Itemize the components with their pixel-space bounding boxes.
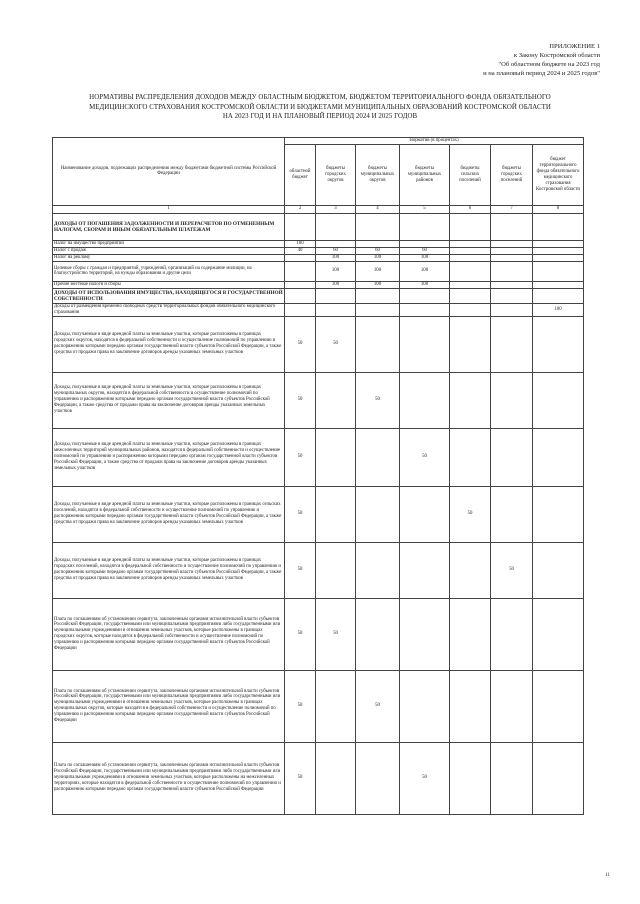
norm-cell	[533, 598, 584, 670]
norm-cell	[316, 670, 356, 742]
norm-cell	[450, 598, 491, 670]
norm-cell	[491, 254, 533, 261]
norm-cell	[400, 240, 450, 247]
norm-cell: 50	[285, 670, 316, 742]
norm-cell	[400, 542, 450, 598]
norm-cell: 60	[356, 247, 400, 254]
income-name: Целевые сборы с граждан и предприятий, учреждений, организаций на содержание милиции, на благоустройство территорий, на нужды образования и другие цели	[53, 261, 285, 281]
norm-cell	[533, 372, 584, 428]
norm-cell	[400, 670, 450, 742]
norm-cell	[533, 281, 584, 288]
table-row	[53, 303, 584, 316]
annex-line: к Закону Костромской области	[513, 52, 600, 59]
annex-line: ПРИЛОЖЕНИЕ 1	[549, 43, 600, 50]
norm-cell	[400, 316, 450, 372]
income-name: Доходы, получаемые в виде арендной платы за земельные участки, которые расположены в границах городских поселений, находятся в федеральной собственности и осуществление полномочий по управлению и распоряжению которыми передано органам государственной власти субъектов Российской Федерации, а также средства от продажи права на заключение договоров аренды указанных земельных участков	[53, 542, 285, 598]
norm-cell: 40	[285, 247, 316, 254]
norm-cell	[533, 486, 584, 542]
norm-cell	[400, 598, 450, 670]
income-name: Плата по соглашениям об установлении сервитута, заключенным органами исполнительной власти субъектов Российской Федерации, государственными или муниципальными предприятиями либо государственными или муниципальными учреждениями в отношении земельных участков, которые расположены на межселенных территориях, которые находятся в федеральной собственности и осуществление полномочий по управлению и распоряжению которыми передано органам государственной власти субъектов Российской Федерации	[53, 742, 285, 814]
income-name: Доходы, получаемые в виде арендной платы за земельные участки, которые расположены в границах городских округов, находятся в федеральной собственности и осуществление полномочий по управлению и распоряжению которыми передано органам государственной власти субъектов Российской Федерации, а также средства от продажи права на заключение договоров аренды указанных земельных участков	[53, 316, 285, 372]
norm-cell: 60	[400, 247, 450, 254]
section-row	[53, 213, 584, 240]
norm-cell: 100	[400, 281, 450, 288]
table-row	[53, 281, 584, 288]
norm-cell: 50	[285, 542, 316, 598]
norm-cell: 100	[356, 261, 400, 281]
norm-cell	[450, 303, 491, 316]
table-row	[53, 542, 584, 598]
norm-cell	[533, 316, 584, 372]
norm-cell	[491, 372, 533, 428]
norm-cell	[491, 240, 533, 247]
table-row	[53, 670, 584, 742]
norm-cell: 50	[400, 428, 450, 486]
income-name: Доходы, получаемые в виде арендной платы за земельные участки, которые расположены в границах сельских поселений, находятся в федеральной собственности и осуществление полномочий по управлению и распоряжению которыми передано органам государственной власти субъектов Российской Федерации, а также средства от продажи права на заключение договоров аренды указанных земельных участков	[53, 486, 285, 542]
norm-cell	[450, 261, 491, 281]
document-title	[38, 93, 602, 122]
norm-cell: 50	[285, 372, 316, 428]
norm-cell	[400, 303, 450, 316]
norm-cell	[533, 240, 584, 247]
norm-cell: 50	[316, 598, 356, 670]
column-header: бюджеты городских поселений	[491, 144, 533, 205]
column-header: бюджеты городских округов	[316, 144, 356, 205]
norm-cell	[450, 281, 491, 288]
income-name: Налог на рекламу	[53, 254, 285, 261]
norm-cell	[400, 288, 450, 303]
annex-note	[483, 42, 600, 78]
column-number: 4	[356, 205, 400, 213]
income-name: Налог с продаж	[53, 247, 285, 254]
norm-cell	[356, 486, 400, 542]
norm-cell: 50	[356, 372, 400, 428]
norm-cell	[491, 261, 533, 281]
norm-cell: 100	[285, 240, 316, 247]
norm-cell: 100	[400, 261, 450, 281]
norm-cell: 50	[450, 486, 491, 542]
table-row	[53, 316, 584, 372]
norm-cell	[316, 742, 356, 814]
column-number: 8	[533, 205, 584, 213]
norm-cell	[450, 240, 491, 247]
norm-cell	[491, 213, 533, 240]
norm-cell	[450, 372, 491, 428]
table-row	[53, 486, 584, 542]
norm-cell: 100	[316, 281, 356, 288]
norm-cell	[491, 247, 533, 254]
column-header: бюджеты сельских поселений	[450, 144, 491, 205]
page-number: 11	[605, 873, 610, 878]
norm-cell	[450, 542, 491, 598]
norm-cell: 60	[316, 247, 356, 254]
name-column-header: Наименование доходов, подлежащих распределению между бюджетами бюджетной системы Российской Федерации	[53, 138, 285, 206]
norm-cell: 50	[285, 742, 316, 814]
title-line: НА 2023 ГОД И НА ПЛАНОВЫЙ ПЕРИОД 2024 И 2025 ГОДОВ	[222, 113, 418, 121]
norm-cell	[356, 213, 400, 240]
norm-cell: 50	[285, 486, 316, 542]
norm-cell	[285, 281, 316, 288]
norm-cell	[316, 303, 356, 316]
norm-cell	[450, 316, 491, 372]
norm-cell: 100	[400, 254, 450, 261]
norm-cell: 50	[400, 742, 450, 814]
column-header: бюджеты муниципальных округов	[356, 144, 400, 205]
norm-cell: 50	[491, 542, 533, 598]
table-row	[53, 240, 584, 247]
norm-cell	[491, 281, 533, 288]
norm-cell: 100	[356, 281, 400, 288]
column-number: 2	[285, 205, 316, 213]
norm-cell: 50	[356, 670, 400, 742]
norm-cell	[450, 670, 491, 742]
norm-cell	[285, 288, 316, 303]
norm-cell	[533, 742, 584, 814]
norm-cell	[450, 288, 491, 303]
norm-cell	[533, 670, 584, 742]
section-title: ДОХОДЫ ОТ ИСПОЛЬЗОВАНИЯ ИМУЩЕСТВА, НАХОДЯЩЕГОСЯ В ГОСУДАРСТВЕННОЙ СОБСТВЕННОСТИ	[54, 289, 283, 302]
norm-cell	[533, 254, 584, 261]
column-header: бюджеты муниципальных районов	[400, 144, 450, 205]
norm-cell	[491, 288, 533, 303]
norm-cell: 50	[285, 598, 316, 670]
norm-cell	[356, 598, 400, 670]
norms-table	[52, 137, 584, 815]
norm-cell	[533, 261, 584, 281]
norm-cell	[450, 428, 491, 486]
norm-cell	[491, 486, 533, 542]
norm-cell	[285, 213, 316, 240]
column-number: 3	[316, 205, 356, 213]
norm-cell	[356, 303, 400, 316]
norm-cell	[400, 213, 450, 240]
column-header: бюджет территориального фонда обязательного медицинского страхования Костромской области	[533, 144, 584, 205]
norm-cell	[316, 486, 356, 542]
norm-cell	[491, 742, 533, 814]
table-row	[53, 428, 584, 486]
section-title: ДОХОДЫ ОТ ПОГАШЕНИЯ ЗАДОЛЖЕННОСТИ И ПЕРЕРАСЧЕТОВ ПО ОТМЕНЕННЫМ НАЛОГАМ, СБОРАМ И ИНЫМ ОБЯЗАТЕЛЬНЫМ ПЛАТЕЖАМ	[53, 213, 285, 240]
norm-cell	[450, 213, 491, 240]
income-name: Налог на имущество предприятий	[53, 240, 285, 247]
income-name: Доходы, получаемые в виде арендной платы за земельные участки, которые расположены в границах муниципальных округов, находятся в федеральной собственности и осуществление полномочий по управлению и распоряжению которыми передано органам государственной власти субъектов Российской Федерации, а также средства от продажи права на заключение договоров аренды указанных земельных участков	[53, 372, 285, 428]
table-row	[53, 254, 584, 261]
norm-cell	[285, 303, 316, 316]
norm-cell	[400, 486, 450, 542]
table-body	[53, 213, 584, 814]
norm-cell	[316, 372, 356, 428]
norm-cell	[316, 542, 356, 598]
income-name: Доходы, получаемые в виде арендной платы за земельные участки, которые расположены в границах межселенных территорий муниципальных районов, находятся в федеральной собственности и осуществление полномочий по управлению и распоряжению которыми передано органам государственной власти субъектов Российской Федерации, а также средства от продажи права на заключение договоров аренды указанных земельных участков	[53, 428, 285, 486]
table-row	[53, 247, 584, 254]
column-number-row	[53, 205, 584, 213]
column-header: областной бюджет	[285, 144, 316, 205]
table-row	[53, 261, 584, 281]
norm-cell	[491, 670, 533, 742]
norm-cell	[450, 742, 491, 814]
norm-cell: 100	[316, 261, 356, 281]
norm-cell: 100	[356, 254, 400, 261]
norm-cell	[450, 247, 491, 254]
norm-cell	[400, 372, 450, 428]
income-name: Прочие местные налоги и сборы	[53, 281, 285, 288]
norm-cell	[356, 288, 400, 303]
norm-cell	[491, 303, 533, 316]
column-number: 1	[53, 205, 285, 213]
norm-cell	[491, 598, 533, 670]
norm-cell	[316, 213, 356, 240]
norm-cell: 100	[316, 254, 356, 261]
column-number: 7	[491, 205, 533, 213]
norm-cell	[533, 247, 584, 254]
column-number: 5	[400, 205, 450, 213]
norm-cell	[356, 428, 400, 486]
norm-cell	[450, 254, 491, 261]
norm-cell: 50	[285, 428, 316, 486]
norm-cell	[533, 213, 584, 240]
norm-cell	[316, 240, 356, 247]
norm-cell	[533, 288, 584, 303]
table-row	[53, 372, 584, 428]
norms-group-header: Норматив (в процентах)	[285, 138, 584, 145]
norm-cell	[533, 542, 584, 598]
annex-line: "Об областном бюджете на 2023 год	[498, 61, 600, 68]
norm-cell	[356, 240, 400, 247]
norm-cell	[356, 542, 400, 598]
norm-cell	[356, 316, 400, 372]
norm-cell	[285, 261, 316, 281]
table-row	[53, 742, 584, 814]
norm-cell	[491, 316, 533, 372]
annex-line: и на плановый период 2024 и 2025 годов"	[483, 70, 600, 77]
norm-cell	[533, 428, 584, 486]
norm-cell: 50	[316, 316, 356, 372]
norm-cell	[316, 428, 356, 486]
title-line: НОРМАТИВЫ РАСПРЕДЕЛЕНИЯ ДОХОДОВ МЕЖДУ ОБЛАСТНЫМ БЮДЖЕТОМ, БЮДЖЕТОМ ТЕРРИТОРИАЛЬНОГО ФОНДА ОБЯЗАТЕЛЬНОГО	[89, 94, 551, 101]
norm-cell	[356, 742, 400, 814]
column-number: 6	[450, 205, 491, 213]
title-line: МЕДИЦИНСКОГО СТРАХОВАНИЯ КОСТРОМСКОЙ ОБЛАСТИ И БЮДЖЕТАМИ МУНИЦИПАЛЬНЫХ ОБРАЗОВАНИЙ КОСТРОМСКОЙ ОБЛАСТИ	[89, 103, 551, 111]
norm-cell: 50	[285, 316, 316, 372]
norm-cell	[491, 428, 533, 486]
income-name: Плата по соглашениям об установлении сервитута, заключенным органами исполнительной власти субъектов Российской Федерации, государственными или муниципальными предприятиями либо государственными или муниципальными учреждениями в отношении земельных участков, которые расположены в границах городских округов, которые находятся в федеральной собственности и осуществление полномочий по управлению и распоряжению которыми передано органам государственной власти субъектов Российской Федерации	[53, 598, 285, 670]
section-row	[53, 288, 584, 303]
income-name: Доходы от размещения временно свободных средств территориальных фондов обязательного медицинского страхования	[53, 303, 285, 316]
income-name: Плата по соглашениям об установлении сервитута, заключенным органами исполнительной власти субъектов Российской Федерации, государственными или муниципальными предприятиями либо государственными или муниципальными учреждениями в отношении земельных участков, которые расположены в границах муниципальных округов, которые находятся в федеральной собственности и осуществление полномочий по управлению и распоряжению которыми передано органам государственной власти субъектов Российской Федерации	[53, 670, 285, 742]
norm-cell: 100	[533, 303, 584, 316]
table-row	[53, 598, 584, 670]
norm-cell	[316, 288, 356, 303]
norm-cell	[285, 254, 316, 261]
